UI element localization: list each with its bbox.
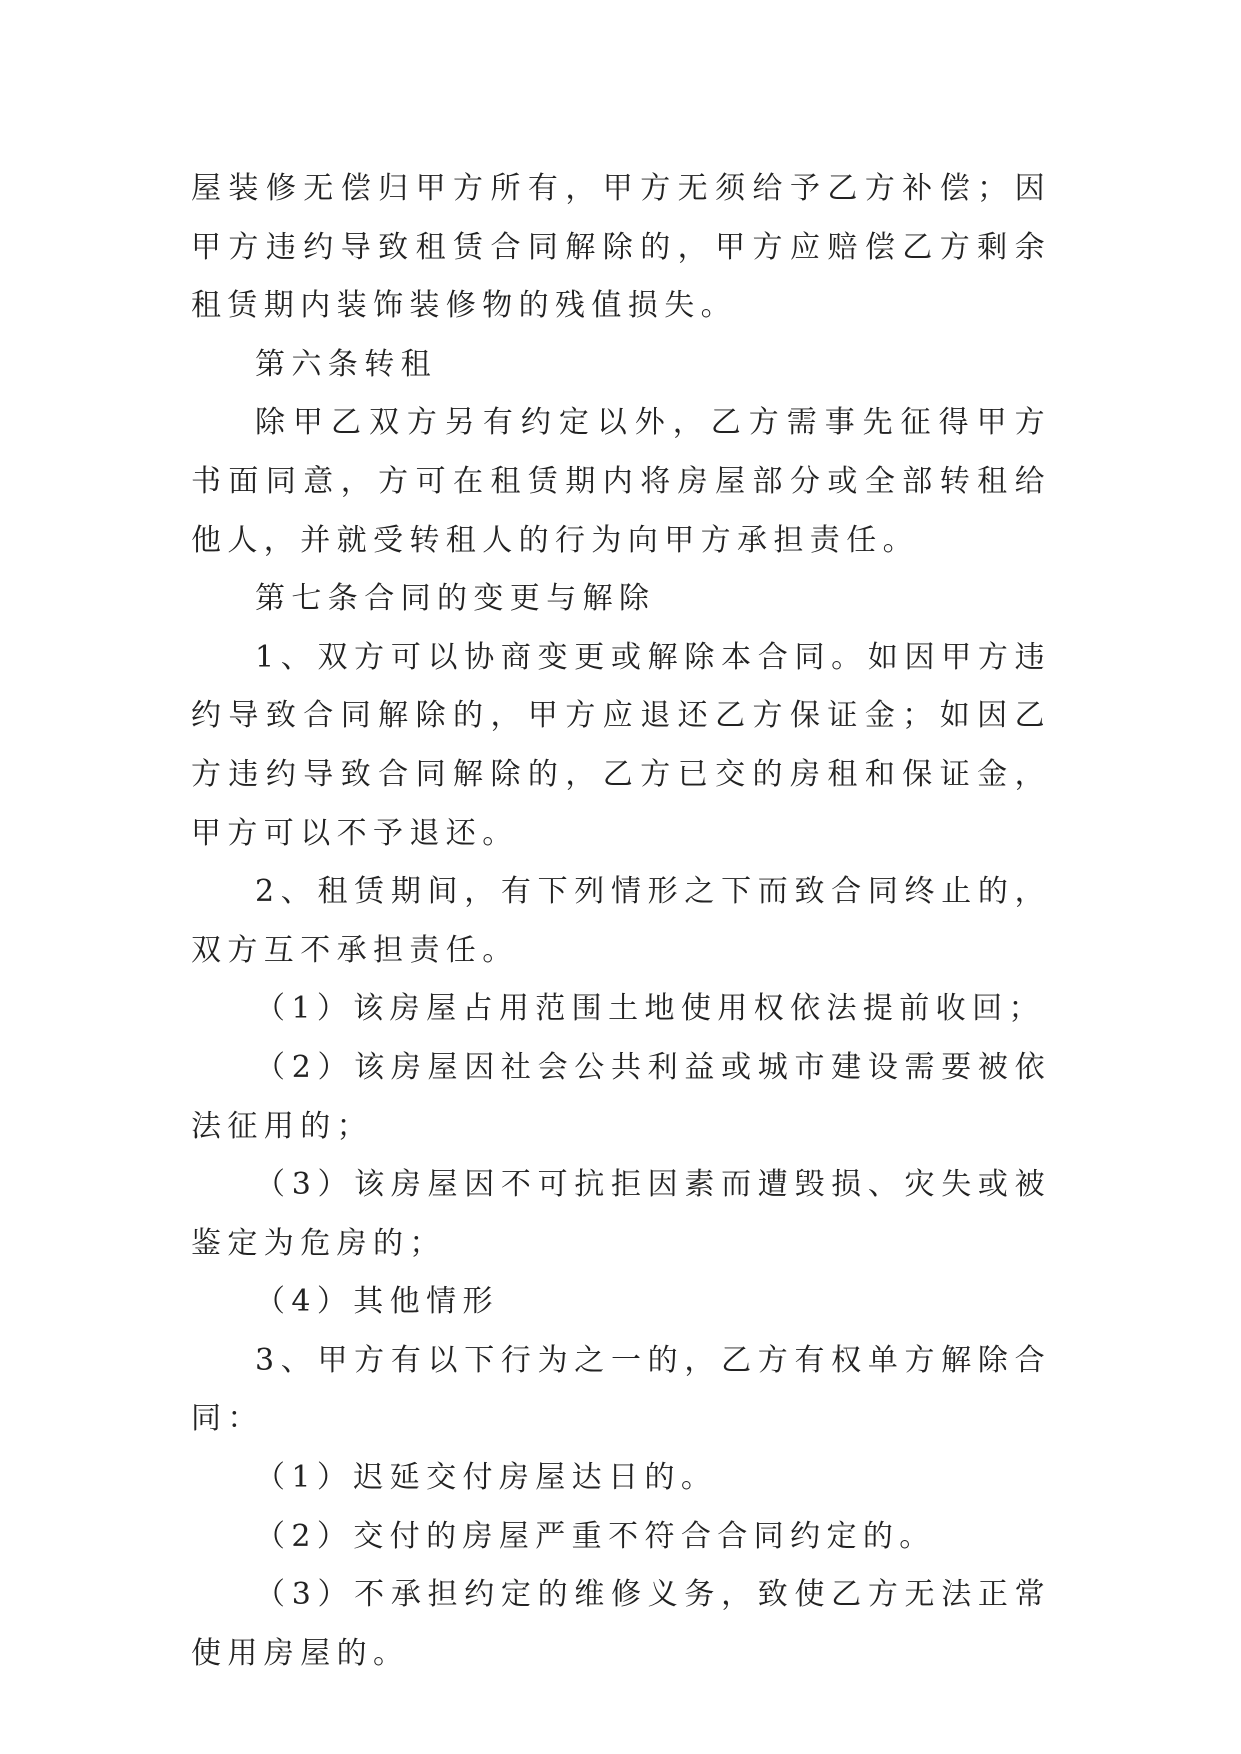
heading-article-7-modification-termination: 第七条合同的变更与解除: [255, 581, 656, 617]
clause-7-1: 1、双方可以协商变更或解除本合同。如因甲方违约导致合同解除的，甲方应退还乙方保证金；如因乙方违约导致合同解除的，乙方已交的房租和保证金，甲方可以不予退还。: [191, 639, 1051, 851]
clause-7-2-item-3: （3）该房屋因不可抗拒因素而遭毁损、灾失或被鉴定为危房的；: [191, 1167, 1051, 1261]
clause-7-2-item-2: （2）该房屋因社会公共利益或城市建设需要被依法征用的；: [191, 1049, 1051, 1144]
clause-7-3: 3、甲方有以下行为之一的，乙方有权单方解除合同：: [191, 1342, 1051, 1437]
clause-7-2-item-4: （4）其他情形: [255, 1284, 499, 1320]
clause-7-2-item-1: （1）该房屋占用范围土地使用权依法提前收回；: [255, 991, 1045, 1027]
document-body: [191, 160, 1051, 1683]
paragraph-renovation-ownership: 屋装修无偿归甲方所有，甲方无须给予乙方补偿；因甲方违约导致租赁合同解除的，甲方应赔偿乙方剩余租赁期内装饰装修物的残值损失。: [191, 171, 1051, 324]
clause-7-3-item-2: （2）交付的房屋严重不符合合同约定的。: [255, 1518, 936, 1554]
clause-7-3-item-3: （3）不承担约定的维修义务，致使乙方无法正常使用房屋的。: [191, 1577, 1051, 1671]
paragraph-sublease-terms: 除甲乙双方另有约定以外，乙方需事先征得甲方书面同意，方可在租赁期内将房屋部分或全部转租给他人，并就受转租人的行为向甲方承担责任。: [191, 405, 1051, 558]
heading-article-6-sublease: 第六条转租: [255, 346, 437, 382]
clause-7-2: 2、租赁期间，有下列情形之下而致合同终止的，双方互不承担责任。: [191, 874, 1051, 968]
clause-7-3-item-1: （1）迟延交付房屋达日的。: [255, 1460, 718, 1496]
